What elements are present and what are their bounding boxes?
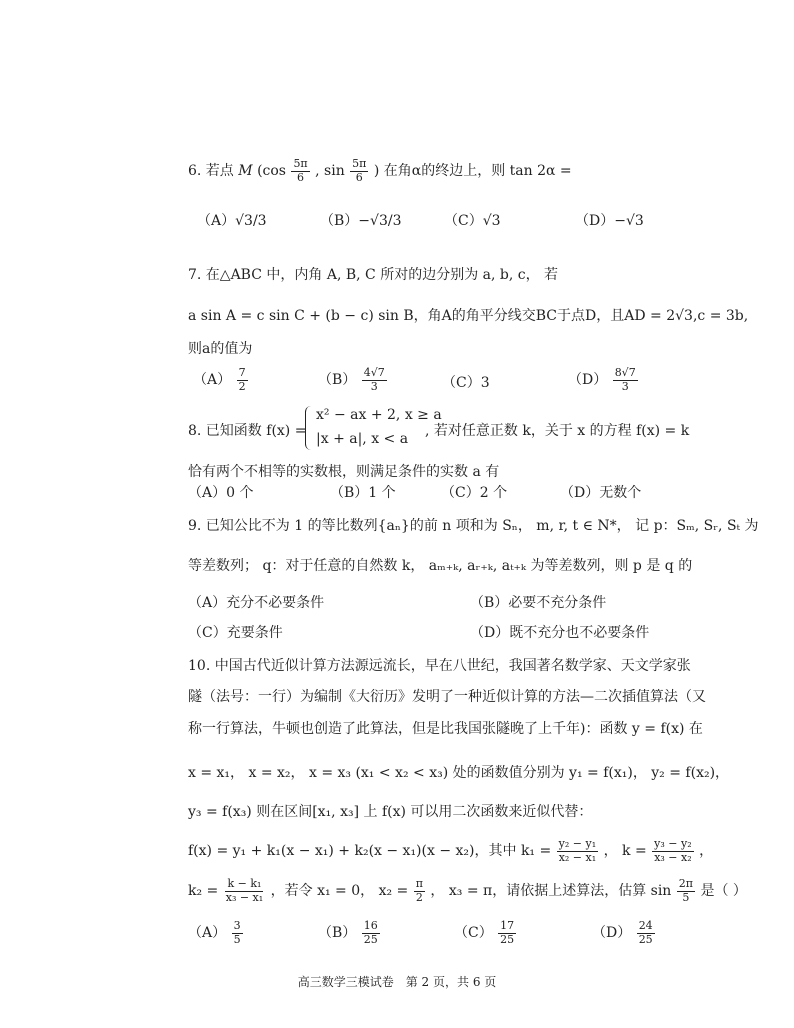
q6-option-a[interactable]: （A）√3/3 bbox=[197, 213, 267, 229]
q10-line6: f(x) = y₁ + k₁(x − x₁) + k₂(x − x₁)(x − x₂)，其中 k₁ = $\frac{\text{y₂ − y₁}}{\text{x₂ − x₁}}$ ， k = $\frac{\text{y₃ − y₂}}{\text{x₃ − x₂}}$ ， bbox=[188, 837, 714, 864]
q8-option-c[interactable]: （C）2 个 bbox=[441, 485, 508, 501]
q10-option-b[interactable]: （B） $\frac{16}{25}$ bbox=[318, 919, 378, 946]
q9-option-d[interactable]: （D）既不充分也不必要条件 bbox=[470, 625, 650, 641]
q8-prefix: 8. 已知函数 f(x) = bbox=[188, 423, 307, 439]
q9-option-a[interactable]: （A）充分不必要条件 bbox=[188, 595, 325, 611]
q7-option-d[interactable]: （D） $\frac{8√7}{3}$ bbox=[568, 366, 636, 393]
q8-option-a[interactable]: （A）0 个 bbox=[188, 485, 254, 501]
q9-option-b[interactable]: （B）必要不充分条件 bbox=[470, 595, 607, 611]
q6-option-b[interactable]: （B）−√3/3 bbox=[320, 213, 402, 229]
q8-case2: |x + a|, x < a bbox=[316, 431, 409, 447]
q6-frac-cos: $\frac{5\pi}{6}$ bbox=[293, 157, 308, 184]
q8-option-d[interactable]: （D）无数个 bbox=[560, 485, 642, 501]
q10-option-a[interactable]: （A） $\frac{3}{5}$ bbox=[188, 919, 241, 946]
q6-option-c[interactable]: （C）√3 bbox=[444, 213, 501, 229]
q10-line2: 隧（法号：一行）为编制《大衍历》发明了一种近似计算的方法—二次插值算法（又 bbox=[188, 689, 706, 705]
q10-line5: y₃ = f(x₃) 则在区间[x₁, x₃] 上 f(x) 可以用二次函数来近似代替： bbox=[188, 804, 593, 820]
q8-case1: x² − ax + 2, x ≥ a bbox=[316, 407, 442, 423]
q6-option-d[interactable]: （D）−√3 bbox=[575, 213, 644, 229]
q8-line2: 恰有两个不相等的实数根，则满足条件的实数 a 有 bbox=[188, 464, 500, 480]
q10-line4: x = x₁， x = x₂， x = x₃ (x₁ < x₂ < x₃) 处的函数值分别为 y₁ = f(x₁)， y₂ = f(x₂)， bbox=[188, 765, 730, 781]
q7-option-c[interactable]: （C）3 bbox=[442, 375, 490, 391]
q8-suffix: , 若对任意正数 k，关于 x 的方程 f(x) = k bbox=[425, 423, 690, 439]
q10-line7: k₂ = $\frac{\text{k − k₁}}{\text{x₃ − x₁}}$ ，若令 x₁ = 0， x₂ = $\frac{\pi}{2}$ ， x₃ = π，请依据上述算法，估算 sin $\frac{2\pi}{5}$ 是（ ） bbox=[188, 877, 747, 904]
q10-k1-frac: $\frac{\text{y₂ − y₁}}{\text{x₂ − x₁}}$ bbox=[558, 837, 597, 864]
q6-suffix: 在角α的终边上，则 tan 2α = bbox=[383, 163, 572, 180]
q7-line3: 则a的值为 bbox=[188, 341, 253, 357]
q9-option-c[interactable]: （C）充要条件 bbox=[188, 625, 283, 641]
q6-frac-sin: $\frac{5\pi}{6}$ bbox=[352, 157, 367, 184]
q10-line1: 10. 中国古代近似计算方法源远流长，早在八世纪，我国著名数学家、天文学家张 bbox=[188, 658, 691, 674]
page-footer: 高三数学三模试卷 第 2 页，共 6 页 bbox=[297, 975, 497, 989]
q10-sin-frac: $\frac{2\pi}{5}$ bbox=[678, 877, 694, 904]
q7-option-b[interactable]: （B） $\frac{4√7}{3}$ bbox=[318, 366, 385, 393]
q8-option-b[interactable]: （B）1 个 bbox=[330, 485, 396, 501]
q10-k-frac: $\frac{\text{y₃ − y₂}}{\text{x₃ − x₂}}$ bbox=[654, 837, 692, 864]
q6-prefix: 6. 若点 bbox=[188, 163, 234, 180]
q10-option-d[interactable]: （D） $\frac{24}{25}$ bbox=[592, 919, 653, 946]
q9-line1: 9. 已知公比不为 1 的等比数列{aₙ}的前 n 项和为 Sₙ， m, r, t ∈ N*， 记 p：Sₘ, Sᵣ, Sₜ 为 bbox=[188, 518, 759, 534]
q7-option-a[interactable]: （A） $\frac{7}{2}$ bbox=[193, 366, 246, 393]
q8-brace bbox=[305, 406, 314, 450]
q10-pi-frac: $\frac{\pi}{2}$ bbox=[415, 877, 423, 904]
q10-k2-frac: $\frac{\text{k − k₁}}{\text{x₃ − x₁}}$ bbox=[225, 877, 264, 904]
q10-option-c[interactable]: （C） $\frac{17}{25}$ bbox=[454, 919, 515, 946]
q9-line2: 等差数列； q：对于任意的自然数 k， aₘ₊ₖ, aᵣ₊ₖ, aₜ₊ₖ 为等差数列，则 p 是 q 的 bbox=[188, 558, 693, 574]
q6-point: M bbox=[238, 163, 253, 180]
q7-line1: 7. 在△ABC 中，内角 A, B, C 所对的边分别为 a, b, c， 若 bbox=[188, 267, 559, 283]
q7-line2: a sin A = c sin C + (b − c) sin B，角A的角平分线交BC于点D，且AD = 2√3,c = 3b, bbox=[188, 308, 749, 324]
q10-line3: 称一行算法，牛顿也创造了此算法，但是比我国张隧晚了上千年)：函数 y = f(x) 在 bbox=[188, 721, 703, 737]
q6-stem: 6. 若点 M (cos $\frac{5\pi}{6}$ , sin $\frac{5\pi}{6}$ ) 在角α的终边上，则 tan 2α = bbox=[188, 157, 572, 184]
